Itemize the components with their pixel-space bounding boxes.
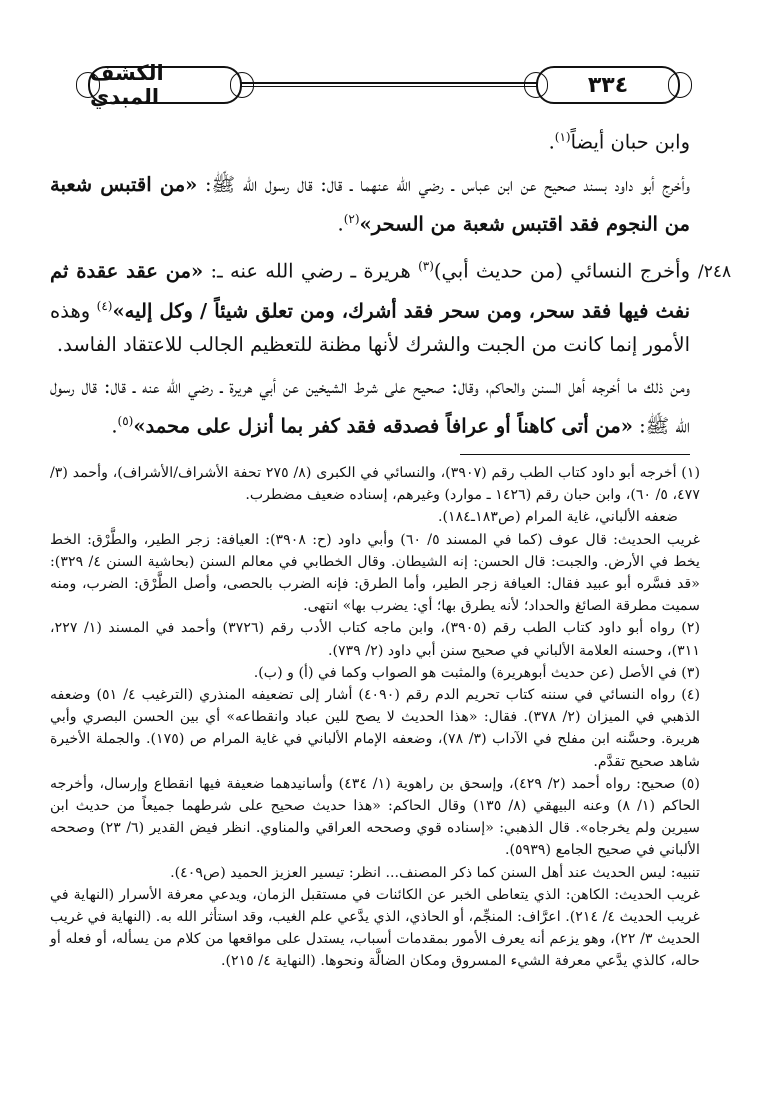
page-number: ٣٣٤ (536, 66, 680, 104)
footnote-3: (٣) في الأصل (عن حديث أبوهريرة) والمثبت هو الصواب وكما في (أ) و (ب). (253, 664, 700, 681)
p3-text-b: هريرة ـ رضي الله عنه ـ: (203, 259, 419, 283)
paragraph-3 (50, 249, 690, 362)
margin-page-reference: ٢٤٨/ (698, 262, 732, 282)
footnotes (50, 462, 700, 973)
p3-text-d: وهذه الأمور إنما كانت من الجبت والشرك لأنها مظنة للتعظيم الجالب للاعتقاد الفاسد. (50, 299, 690, 356)
hadith-quote-3: «من أتى كاهناً أو عرافاً فصدقه فقد كفر بما أنزل على محمد» (133, 414, 633, 438)
hadith-quote-2: «من عقد عقدة ثم نفث فيها فقد سحر، ومن سحر فقد أشرك، ومن تعلق شيئاً / وكل إليه» (50, 259, 690, 322)
footnote-separator (460, 454, 690, 455)
p4-text: ومن ذلك ما أخرجه أهل السنن والحاكم، وقال: صحيح على شرط الشيخين عن أبي هريرة ـ رضي الله عنه ـ قال: قال رسول الله ﷺ: (50, 375, 690, 438)
footnote-1-cont: ضعفه الألباني، غاية المرام (ص١٨٣ـ١٨٤). (437, 509, 678, 526)
book-title: الكشف المبدي (88, 66, 242, 104)
footnote-5-note: تنبيه: ليس الحديث عند أهل السنن كما ذكر المصنف... انظر: تيسير العزيز الحميد (ص٤٠٩). (170, 864, 700, 881)
p4-end: . (111, 414, 118, 438)
footnote-ref-4: (٤) (96, 298, 113, 313)
footnote-1: (١) أخرجه أبو داود كتاب الطب رقم (٣٩٠٧)، والنسائي في الكبرى (٨/ ٢٧٥ تحفة الأشراف/الأشراف)، وأحمد (٣/ ٤٧٧، ٥/ ٦٠)، وابن حبان رقم (١٤٢٦ ـ موارد) وغيرهم، إسناده ضعيف مضطرب. (50, 465, 701, 504)
footnote-5: (٥) صحيح: رواه أحمد (٢/ ٤٢٩)، وإسحق بن راهوية (١/ ٤٣٤) وأسانيدهما ضعيفة فيها انقطاع وإرسال، وأخرجه الحاكم (١/ ٨) وعنه البيهقي (٨/ ١٣٥) وقال الحاكم: «هذا حديث صحيح على شرطهما جميعاً من حديث ابن سيرين ولم يخرجاه». قال الذهبي: «إسناده قوي وصححه العراقي والمناوي. انظر فيض القدير (٦/ ٢٣) وصححه الألباني في صحيح الجامع (٥٩٣٩). (50, 775, 700, 859)
hadith-quote-1: «من اقتبس شعبة من النجوم فقد اقتبس شعبة من السحر» (50, 172, 690, 235)
paragraph-1 (50, 120, 690, 160)
p1-text: وابن حبان أيضاً (570, 130, 690, 154)
paragraph-2: وأخرج أبو داود بسند صحيح عن ابن عباس ـ رضي الله عنهما ـ قال: قال رسول الله ﷺ: «من اقتبس شعبة من النجوم فقد اقتبس شعبة من السحر»$^{(٢)}$. (50, 172, 690, 235)
footnote-ref-1: (١) (554, 130, 571, 144)
footnote-2: (٢) رواه أبو داود كتاب الطب رقم (٣٩٠٥)، وابن ماجه كتاب الأدب رقم (٣٧٢٦) وأحمد في المسند (١/ ٢٢٧، ٣١١)، وحسنه العلامة الألباني في صحيح سنن أبي داود (٢/ ٧٣٩). (50, 620, 701, 659)
footnote-4: (٤) رواه النسائي في سننه كتاب تحريم الدم رقم (٤٠٩٠) أشار إلى تضعيفه المنذري (الترغيب ٤/ ٥١) وضعفه الذهبي في الميزان (٢/ ٣٧٨). فقال: «هذا الحديث لا يصح للين عباد وانقطاعه» أي بين الحسن البصري وأبي هريرة. وحسَّنه ابن مفلح في الآداب (٣/ ٧٨)، وضعفه الإمام الألباني في غاية المرام ص (١٧٥). والجملة الأخيرة شاهد صحيح تقدَّم. (50, 687, 700, 770)
p1-end: . (548, 130, 555, 154)
page-header (48, 61, 720, 109)
footnote-5-gloss: غريب الحديث: الكاهن: الذي يتعاطى الخبر عن الكائنات في مستقبل الزمان، ويدعي معرفة الأسرار (النهاية في غريب الحديث ٤/ ٢١٤). اعرَّاف: المنجِّم، أو الحاذي، الذي يدَّعي علم الغيب، وقد استأثر الله به. (النهاية في غريب الحديث ٣/ ٢٢)، وهو يزعم أنه يعرف الأمور بمقدمات أسباب، يستدل على مواقعها من كلام من يسأله، أو فعله أو حاله، كالذي يدَّعي معرفة الشيء المسروق ومكان الضالَّة ونحوها. (النهاية ٤/ ٢١٥). (50, 886, 700, 970)
footnote-ref-5: (٥) (117, 414, 134, 428)
footnote-ref-2: (٢) (343, 211, 360, 226)
footnote-ref-3: (٣) (418, 259, 434, 273)
main-text (50, 120, 690, 452)
p3-text-a: وأخرج النسائي (من حديث أبي) (433, 259, 690, 283)
p2-text: وأخرج أبو داود بسند صحيح عن ابن عباس ـ رضي الله عنهما ـ قال: قال رسول الله ﷺ: (197, 172, 690, 196)
paragraph-4 (50, 370, 690, 444)
footnote-1-gloss: غريب الحديث: قال عوف (كما في المسند ٥/ ٦٠) وأبي داود (ح: ٣٩٠٨): العيافة: زجر الطير، والطَّرْق: الخط يخط في الأرض. والجبت: قال الحسن: إنه الشيطان. وقال الخطابي في معالم السنن (بحاشية السنن ٤/ ٣٢٩): «قد فسَّره أبو عبيد فقال: العيافة زجر الطير، وأما الطرق: فإنه الضرب بالحصى، وأصل الطَّرْق: الضرب، ومنه سميت مطرقة الصائغ والحداد؛ لأنه يطرق بها؛ أي: يضرب بها» انتهى. (50, 531, 701, 615)
